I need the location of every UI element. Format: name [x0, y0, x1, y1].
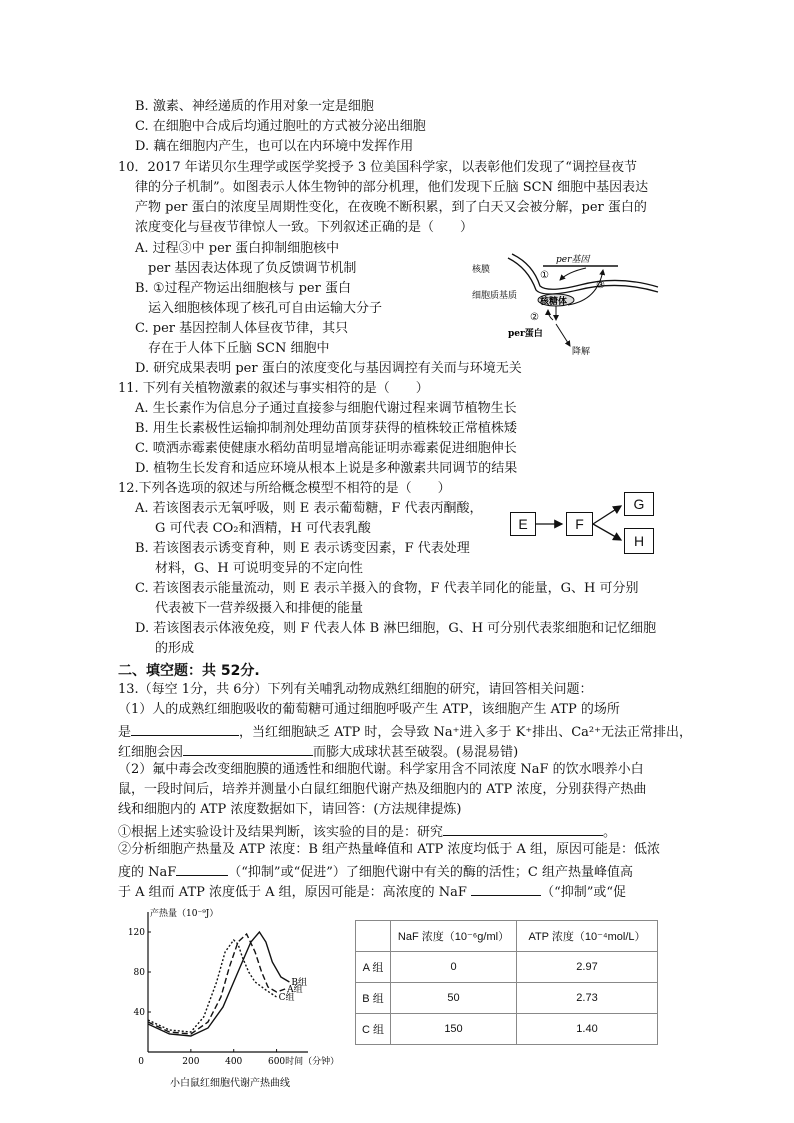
- gene-label: per基因: [556, 255, 590, 265]
- text-segment: （“抑制”或“促: [541, 885, 627, 900]
- option-11c: C. 喷洒赤霉素使健康水稻幼苗明显增高能证明赤霉素促进细胞伸长: [135, 441, 517, 456]
- option-10d: D. 研究成果表明 per 蛋白的浓度变化与基因调控有关而与环境无关: [135, 361, 522, 376]
- question-13-part2: 线和细胞内的 ATP 浓度数据如下，请回答：(方法规律提炼): [118, 802, 462, 817]
- option-9c: C. 在细胞中合成后均通过胞吐的方式被分泌出细胞: [135, 119, 426, 134]
- option-12b: B. 若该图表示诱变育种，则 E 表示诱变因素，F 代表处理: [135, 541, 470, 556]
- section-heading: 二、填空题：共 52分.: [118, 663, 260, 679]
- text-segment: 而膨大成球状甚至破裂。(易混易错): [313, 745, 519, 760]
- question-13-stem: 13.（每空 1分，共 6分）下列有关哺乳动物成熟红细胞的研究，请回答相关问题：: [118, 682, 593, 697]
- option-11b: B. 用生长素极性运输抑制剂处理幼苗顶芽获得的植株较正常植株矮: [135, 421, 517, 436]
- table-cell: A 组: [356, 952, 391, 983]
- y-tick-label: 80: [133, 968, 145, 978]
- question-13-sub2: ②分析细胞产热量及 ATP 浓度：B 组产热量峰值和 ATP 浓度均低于 A 组，原因可能是：低浓: [118, 842, 661, 857]
- text-segment: （“抑制”或“促进”）了细胞代谢中有关的酶的活性；C 组产热量峰值高: [228, 865, 633, 880]
- question-13-part2: 鼠，一段时间后，培养并测量小白鼠红细胞代谢产热及细胞内的 ATP 浓度，分别获得产热曲: [118, 782, 647, 797]
- table-cell: 2.97: [517, 952, 658, 983]
- question-10-stem: 产物 per 蛋白的浓度呈周期性变化，在夜晚不断积累，到了白天又会被分解，per 蛋白的: [135, 200, 647, 215]
- text-segment: 是: [118, 725, 132, 740]
- text-segment: 红细胞会因: [118, 745, 184, 760]
- question-10-stem: 10．2017 年诺贝尔生理学或医学奖授予 3 位美国科学家，以表彰他们发现了“调控昼夜节: [118, 160, 637, 175]
- option-10b: B. ①过程产物运出细胞核与 per 蛋白: [135, 281, 351, 296]
- answer-blank[interactable]: [183, 741, 313, 756]
- table-header-cell: NaF 浓度（10⁻⁶g/ml）: [391, 921, 517, 952]
- question-13-part2: （2）氟中毒会改变细胞膜的通透性和细胞代谢。科学家用含不同浓度 NaF 的饮水喂养小白: [118, 762, 644, 777]
- x-tick-label: 600: [267, 1057, 286, 1067]
- text-segment: 于 A 组而 ATP 浓度低于 A 组，原因可能是：高浓度的 NaF: [118, 885, 472, 900]
- x-tick-label: 400: [225, 1057, 243, 1067]
- concept-model-diagram: [508, 488, 658, 558]
- step-2-marker: ②: [530, 312, 539, 323]
- table-header-cell: ATP 浓度（10⁻⁴mol/L）: [517, 921, 658, 952]
- option-11a: A. 生长素作为信息分子通过直接参与细胞代谢过程来调节植物生长: [135, 401, 517, 416]
- node-h: H: [624, 528, 654, 554]
- question-13-part1: [118, 741, 518, 761]
- heat-production-chart: [120, 902, 340, 1092]
- answer-blank[interactable]: [471, 881, 541, 896]
- text-segment: ，当红细胞缺乏 ATP 时，会导致 Na⁺进入多于 K⁺排出、Ca²⁺无法正常排出，: [239, 725, 692, 740]
- question-10-stem: 律的分子机制”。如图表示人体生物钟的部分机理，他们发现下丘脑 SCN 细胞中基因表达: [135, 180, 649, 195]
- option-10b-cont: 运入细胞核体现了核孔可自由运输大分子: [148, 301, 383, 316]
- option-12c: C. 若该图表示能量流动，则 E 表示羊摄入的食物，F 代表羊同化的能量，G、H 可分别: [135, 581, 639, 596]
- node-f: F: [566, 512, 593, 536]
- step-1-marker: ①: [540, 270, 549, 281]
- question-13-part1: （1）人的成熟红细胞吸收的葡萄糖可通过细胞呼吸产生 ATP，该细胞产生 ATP 的场所: [118, 702, 620, 717]
- text-segment: 。: [603, 825, 617, 840]
- node-e: E: [510, 512, 536, 536]
- option-12a-cont: G 可代表 CO₂和酒精，H 可代表乳酸: [155, 521, 371, 536]
- option-12c-cont: 代表被下一营养级摄入和排便的能量: [155, 601, 364, 616]
- text-segment: 度的 NaF: [118, 865, 177, 880]
- series-label: C组: [278, 993, 295, 1003]
- option-10a-cont: per 基因表达体现了负反馈调节机制: [148, 261, 357, 276]
- option-12d-cont: 的形成: [155, 641, 195, 656]
- ribosome-label: 核糖体: [540, 297, 568, 307]
- question-13-sub2: [118, 861, 633, 881]
- origin-tick-label: 0: [138, 1057, 144, 1067]
- x-tick-label: 200: [182, 1057, 200, 1067]
- table-row: [356, 952, 658, 983]
- answer-blank[interactable]: [443, 821, 603, 836]
- table-row: [356, 983, 658, 1014]
- option-10c-cont: 存在于人体下丘脑 SCN 细胞中: [148, 341, 330, 356]
- x-axis-label: 时间（分钟）: [285, 1057, 340, 1067]
- table-cell: 1.40: [517, 1014, 658, 1045]
- option-12d: D. 若该图表示体液免疫，则 F 代表人体 B 淋巴细胞，G、H 可分别代表浆细胞和记忆细胞: [135, 621, 657, 636]
- per-protein-label: per蛋白: [508, 329, 543, 339]
- table-header-cell: [356, 921, 391, 952]
- option-10a: A. 过程③中 per 蛋白抑制细胞核中: [135, 241, 340, 256]
- y-tick-label: 120: [127, 928, 145, 938]
- series-label: A组: [287, 985, 303, 995]
- option-11d: D. 植物生长发育和适应环境从根本上说是多种激素共同调节的结果: [135, 461, 518, 476]
- question-10-stem: 浓度变化与昼夜节律惊人一致。下列叙述正确的是（ ）: [135, 220, 474, 235]
- option-9d: D. 藕在细胞内产生，也可以在内环境中发挥作用: [135, 139, 414, 154]
- cytoplasm-label: 细胞质基质: [472, 291, 518, 301]
- option-10c: C. per 基因控制人体昼夜节律，其只: [135, 321, 349, 336]
- naf-atp-table: [355, 920, 658, 1045]
- option-12b-cont: 材料，G、H 可说明变异的不定向性: [155, 561, 363, 576]
- table-cell: 150: [391, 1014, 517, 1045]
- node-g: G: [624, 492, 654, 516]
- table-cell: 2.73: [517, 983, 658, 1014]
- option-12a: A. 若该图表示无氧呼吸，则 E 表示葡萄糖，F 代表丙酮酸，: [135, 501, 483, 516]
- circadian-mechanism-diagram: [468, 250, 668, 365]
- table-cell: 50: [391, 983, 517, 1014]
- table-row: [356, 1014, 658, 1045]
- question-13-sub1: [118, 821, 616, 841]
- series-label: B组: [291, 978, 308, 988]
- degrade-label: 降解: [572, 347, 591, 357]
- table-cell: 0: [391, 952, 517, 983]
- answer-blank[interactable]: [176, 861, 228, 876]
- table-cell: C 组: [356, 1014, 391, 1045]
- table-cell: B 组: [356, 983, 391, 1014]
- answer-blank[interactable]: [131, 721, 239, 736]
- text-segment: ①根据上述实验设计及结果判断，该实验的目的是：研究: [118, 825, 444, 840]
- question-12-stem: 12.下列各选项的叙述与所给概念模型不相符的是（ ）: [118, 481, 451, 496]
- nuclear-membrane-label: 核膜: [472, 265, 491, 275]
- y-axis-label: 产热量（10⁻⁹J）: [150, 909, 219, 919]
- y-tick-label: 40: [133, 1008, 145, 1018]
- question-13-sub2: [118, 881, 626, 901]
- question-13-part1: [118, 721, 692, 741]
- question-11-stem: 11. 下列有关植物激素的叙述与事实相符的是（ ）: [118, 381, 429, 396]
- chart-title: 小白鼠红细胞代谢产热曲线: [170, 1078, 290, 1089]
- series-line-2: [148, 932, 289, 1036]
- step-3-marker: ③: [596, 280, 605, 291]
- table-header-row: [356, 921, 658, 952]
- series-line-3: [148, 940, 277, 1032]
- option-9b: B. 激素、神经递质的作用对象一定是细胞: [135, 99, 374, 114]
